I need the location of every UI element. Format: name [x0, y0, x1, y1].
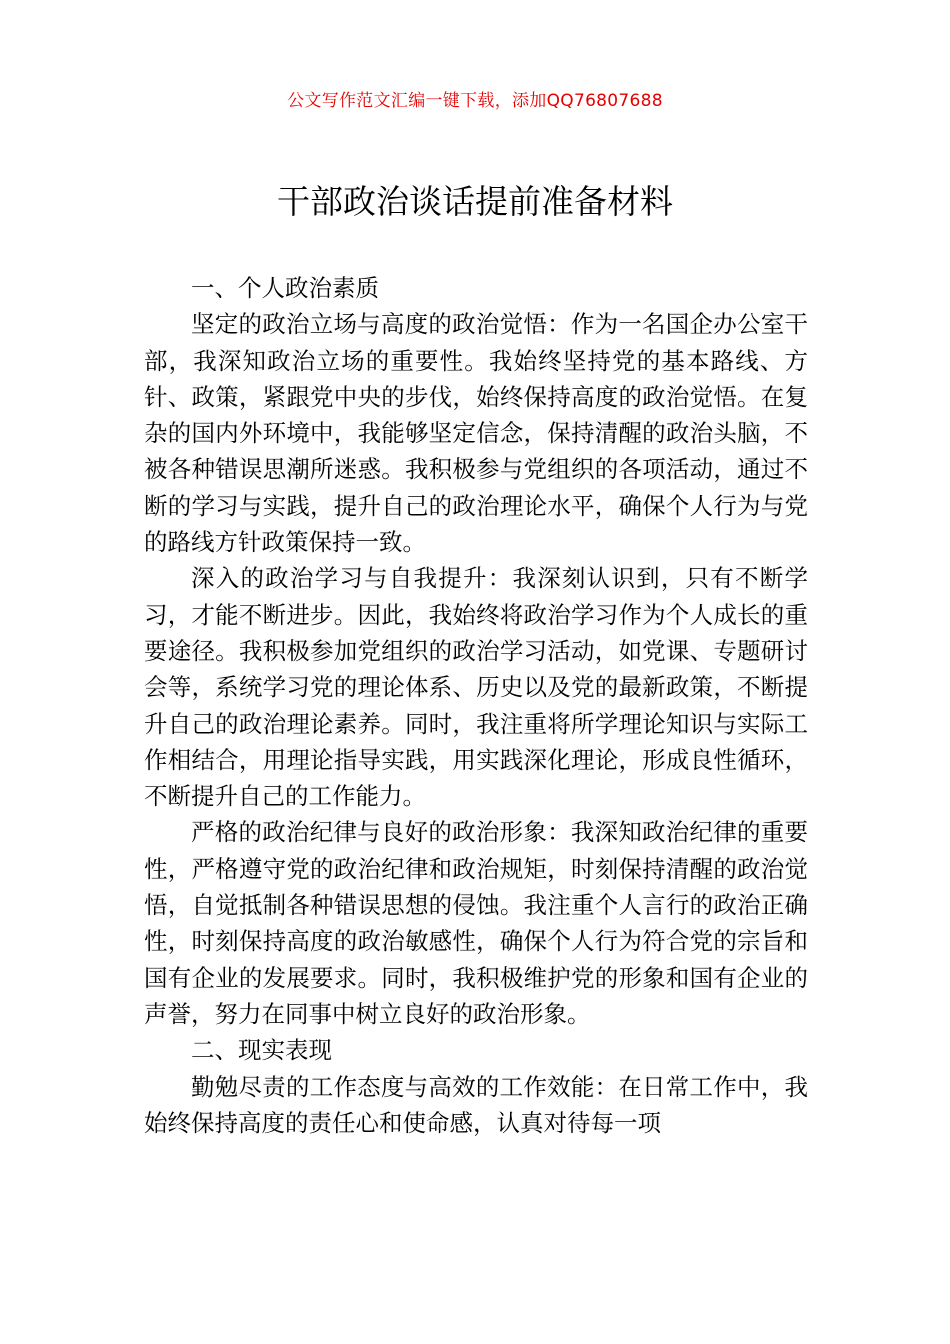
paragraph-work-attitude: 勤勉尽责的工作态度与高效的工作效能：在日常工作中，我始终保持高度的责任心和使命感，认真对待每一项 — [144, 1072, 808, 1137]
header-note: 公文写作范文汇编一键下载，添加QQ76807688 — [287, 91, 663, 111]
paragraph-political-discipline: 严格的政治纪律与良好的政治形象：我深知政治纪律的重要性，严格遵守党的政治纪律和政治规矩，时刻保持清醒的政治觉悟，自觉抵制各种错误思想的侵蚀。我注重个人言行的政治正确性，时刻保持高度的政治敏感性，确保个人行为符合党的宗旨和国有企业的发展要求。同时，我积极维护党的形象和国有企业的声誉，努力在同事中树立良好的政治形象。 — [144, 818, 808, 1028]
paragraph-political-stance: 坚定的政治立场与高度的政治觉悟：作为一名国企办公室干部，我深知政治立场的重要性。我始终坚持党的基本路线、方针、政策，紧跟党中央的步伐，始终保持高度的政治觉悟。在复杂的国内外环境中，我能够坚定信念，保持清醒的政治头脑，不被各种错误思潮所迷惑。我积极参与党组织的各项活动，通过不断的学习与实践，提升自己的政治理论水平，确保个人行为与党的路线方针政策保持一致。 — [144, 310, 808, 557]
paragraph-political-study: 深入的政治学习与自我提升：我深刻认识到，只有不断学习，才能不断进步。因此，我始终将政治学习作为个人成长的重要途径。我积极参加党组织的政治学习活动，如党课、专题研讨会等，系统学习党的理论体系、历史以及党的最新政策，不断提升自己的政治理论素养。同时，我注重将所学理论知识与实际工作相结合，用理论指导实践，用实践深化理论，形成良性循环，不断提升自己的工作能力。 — [144, 564, 808, 811]
document-body — [144, 270, 808, 1141]
section-heading-2: 二、现实表现 — [191, 1036, 332, 1065]
document-title: 干部政治谈话提前准备材料 — [277, 182, 673, 221]
section-heading-1: 一、个人政治素质 — [191, 274, 379, 302]
